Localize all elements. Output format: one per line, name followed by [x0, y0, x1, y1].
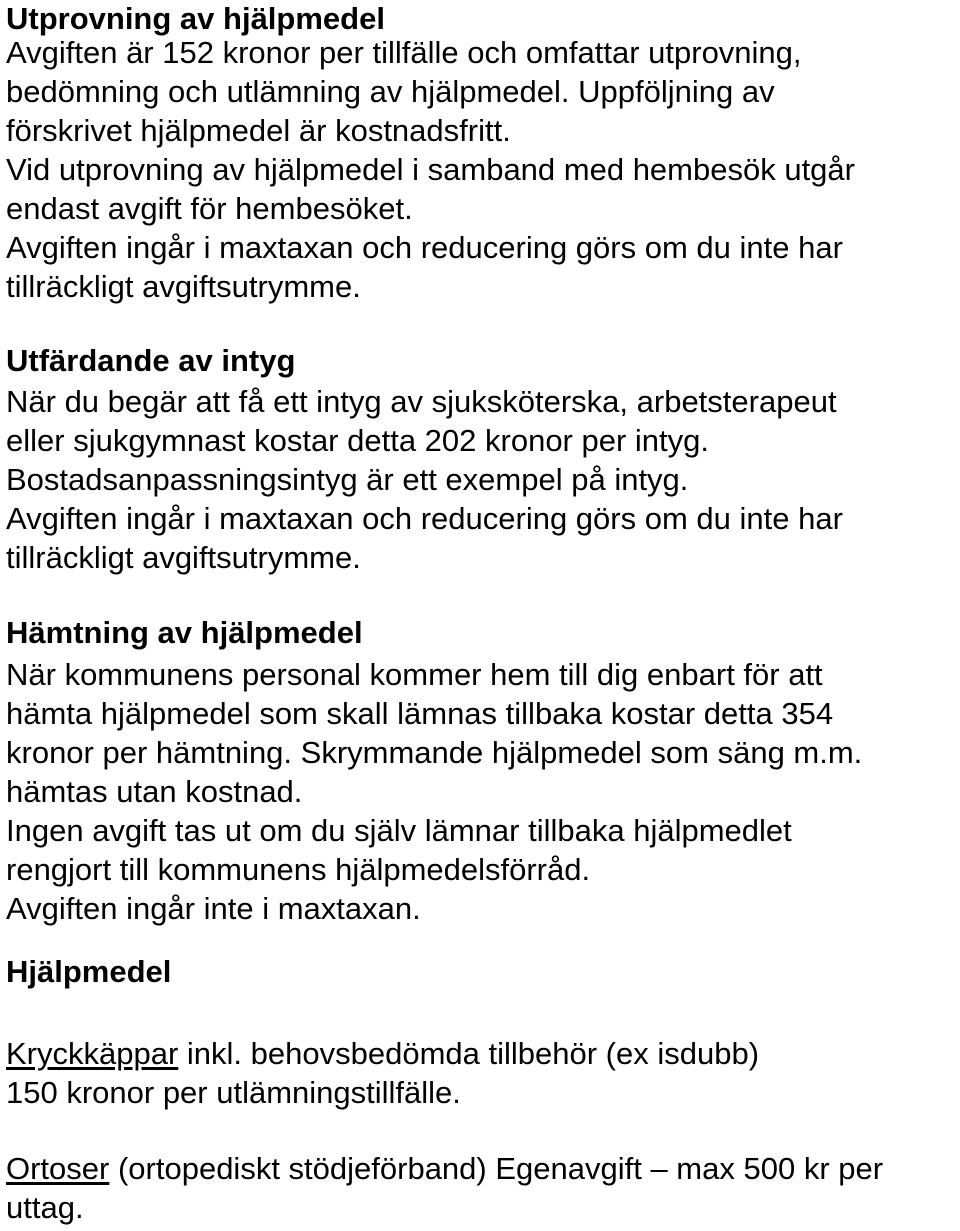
paragraph-line: endast avgift för hembesöket.	[6, 191, 413, 226]
paragraph-line: bedömning och utlämning av hjälpmedel. Uppföljning av	[6, 74, 775, 109]
item-description: (ortopediskt stödjeförband) Egenavgift – max 500 kr per	[109, 1151, 884, 1186]
item-kryckkappar	[6, 1035, 759, 1073]
paragraph-line: Vid utprovning av hjälpmedel i samband med hembesök utgår	[6, 152, 855, 187]
paragraph-line: Avgiften ingår inte i maxtaxan.	[6, 891, 421, 926]
paragraph-line: tillräckligt avgiftsutrymme.	[6, 540, 361, 575]
paragraph-line: När du begär att få ett intyg av sjuksköterska, arbetsterapeut	[6, 384, 837, 419]
item-ortoser	[6, 1150, 883, 1188]
paragraph-line: kronor per hämtning. Skrymmande hjälpmedel som säng m.m.	[6, 735, 863, 770]
heading-utprovning: Utprovning av hjälpmedel	[6, 1, 385, 36]
paragraph-line: Avgiften ingår i maxtaxan och reducering görs om du inte har	[6, 230, 843, 265]
item-description: inkl. behovsbedömda tillbehör (ex isdubb)	[178, 1036, 760, 1071]
term-ortoser: Ortoser	[6, 1151, 110, 1186]
item-price-line: 150 kronor per utlämningstillfälle.	[6, 1075, 461, 1110]
heading-intyg: Utfärdande av intyg	[6, 343, 296, 378]
paragraph-line: Ingen avgift tas ut om du själv lämnar tillbaka hjälpmedlet	[6, 813, 792, 848]
paragraph-line: hämta hjälpmedel som skall lämnas tillbaka kostar detta 354	[6, 696, 834, 731]
paragraph-line: hämtas utan kostnad.	[6, 774, 303, 809]
paragraph-line: rengjort till kommunens hjälpmedelsförråd.	[6, 852, 591, 887]
item-price-line: uttag.	[6, 1190, 84, 1225]
heading-hamtning: Hämtning av hjälpmedel	[6, 615, 363, 650]
paragraph-line: förskrivet hjälpmedel är kostnadsfritt.	[6, 113, 511, 148]
term-kryckkappar: Kryckkäppar	[6, 1036, 179, 1071]
paragraph-line: Avgiften är 152 kronor per tillfälle och omfattar utprovning,	[6, 35, 802, 70]
paragraph-line: Bostadsanpassningsintyg är ett exempel på intyg.	[6, 462, 689, 497]
paragraph-line: Avgiften ingår i maxtaxan och reducering görs om du inte har	[6, 501, 843, 536]
paragraph-line: tillräckligt avgiftsutrymme.	[6, 269, 361, 304]
paragraph-line: När kommunens personal kommer hem till dig enbart för att	[6, 657, 823, 692]
heading-hjalpmedel: Hjälpmedel	[6, 954, 172, 989]
paragraph-line: eller sjukgymnast kostar detta 202 kronor per intyg.	[6, 423, 710, 458]
